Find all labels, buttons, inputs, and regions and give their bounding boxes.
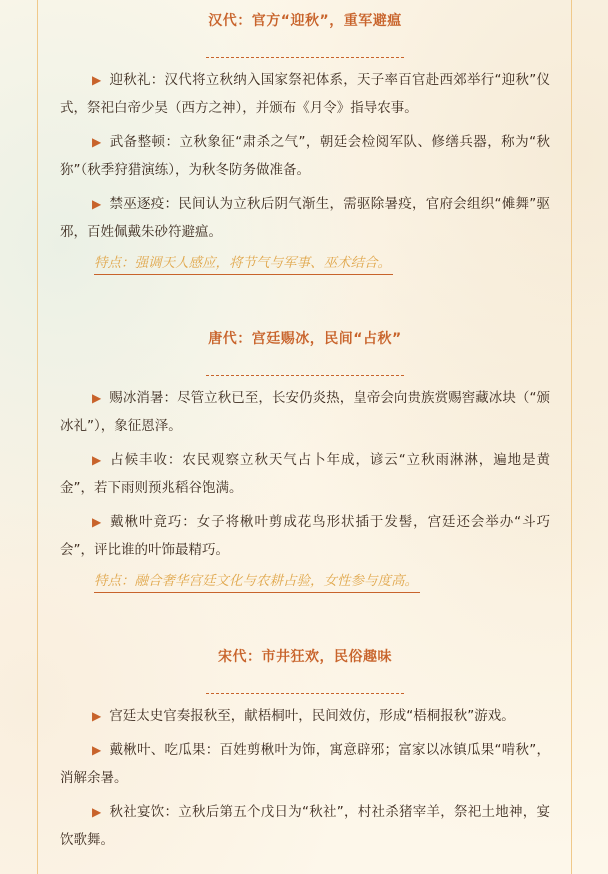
item-text: 立秋后第五个戊日为“秋社”，村社杀猪宰羊，祭祀土地神，宴饮歌舞。	[60, 804, 550, 848]
triangle-bullet-icon: ▶	[92, 709, 102, 723]
section-divider	[206, 693, 404, 694]
item-text: 尽管立秋已至，长安仍炎热，皇帝会向贵族赏赐窖藏冰块（“颁冰礼”），象征恩泽。	[60, 390, 551, 434]
list-item	[60, 508, 550, 564]
list-item	[60, 384, 550, 440]
section-title: 宋代：市井狂欢，民俗趣味	[218, 649, 392, 665]
item-text: 立秋象征“肃杀之气”，朝廷会检阅军队、修缮兵器，称为“秋狝”（秋季狩猎演练），为秋冬防务做准备。	[60, 134, 551, 178]
item-text: 女子将楸叶剪成花鸟形状插于发髻，宫廷还会举办“斗巧会”，评比谁的叶饰最精巧。	[60, 514, 551, 558]
list-item	[60, 190, 550, 246]
section-title: 唐代：宫廷赐冰，民间“占秋”	[208, 331, 402, 347]
list-item	[60, 736, 550, 792]
item-text: 汉代将立秋纳入国家祭祀体系，天子率百官赴西郊举行“迎秋”仪式，祭祀白帝少昊（西方之神），并颁布《月令》指导农事。	[60, 72, 551, 116]
section-divider	[206, 375, 404, 376]
triangle-bullet-icon: ▶	[92, 197, 102, 211]
section-items	[60, 66, 550, 246]
list-item	[60, 702, 550, 730]
item-head: 赐冰消暑：	[109, 390, 178, 406]
note-text: 特点：强调天人感应，将节气与军事、巫术结合。	[94, 252, 393, 275]
section-note	[60, 570, 550, 593]
item-head: 武备整顿：	[109, 134, 180, 150]
item-head: 戴楸叶、吃瓜果：	[109, 742, 220, 758]
list-item	[60, 66, 550, 122]
section-items	[60, 702, 550, 854]
section-items	[60, 384, 550, 564]
item-text: 农民观察立秋天气占卜年成，谚云“立秋雨淋淋，遍地是黄金”，若下雨则预兆稻谷饱满。	[60, 452, 551, 496]
item-head: 戴楸叶竟巧：	[110, 514, 197, 530]
note-text: 特点：融合奢华宫廷文化与农耕占验，女性参与度高。	[94, 570, 420, 593]
list-item	[60, 446, 550, 502]
triangle-bullet-icon: ▶	[92, 743, 102, 757]
triangle-bullet-icon: ▶	[92, 391, 102, 405]
item-text: 百姓剪楸叶为饰，寓意辟邪；富家以冰镇瓜果“啃秋”，消解余暑。	[60, 742, 550, 786]
item-head: 占候丰收：	[110, 452, 183, 468]
item-text: 民间认为立秋后阴气渐生，需驱除暑疫，官府会组织“傩舞”驱邪，百姓佩戴朱砂符避瘟。	[60, 196, 550, 240]
triangle-bullet-icon: ▶	[92, 73, 102, 87]
section-note	[60, 252, 550, 275]
section-title: 汉代：官方“迎秋”，重军避瘟	[208, 13, 402, 29]
item-head: 秋社宴饮：	[109, 804, 179, 820]
triangle-bullet-icon: ▶	[92, 515, 103, 529]
item-text: 献梧桐叶，民间效仿，形成“梧桐报秋”游戏。	[244, 708, 515, 724]
triangle-bullet-icon: ▶	[92, 135, 102, 149]
item-head: 禁巫逐疫：	[109, 196, 179, 212]
section-divider	[206, 57, 404, 58]
section-tang	[60, 328, 550, 593]
item-head: 迎秋礼：	[109, 72, 165, 88]
item-head: 宫廷太史官奏报秋至，	[109, 708, 245, 724]
triangle-bullet-icon: ▶	[92, 805, 102, 819]
section-song	[60, 646, 550, 854]
section-han	[60, 10, 550, 275]
frame-line-left	[37, 0, 38, 874]
frame-line-right	[571, 0, 572, 874]
list-item	[60, 128, 550, 184]
list-item	[60, 798, 550, 854]
triangle-bullet-icon: ▶	[92, 453, 103, 467]
